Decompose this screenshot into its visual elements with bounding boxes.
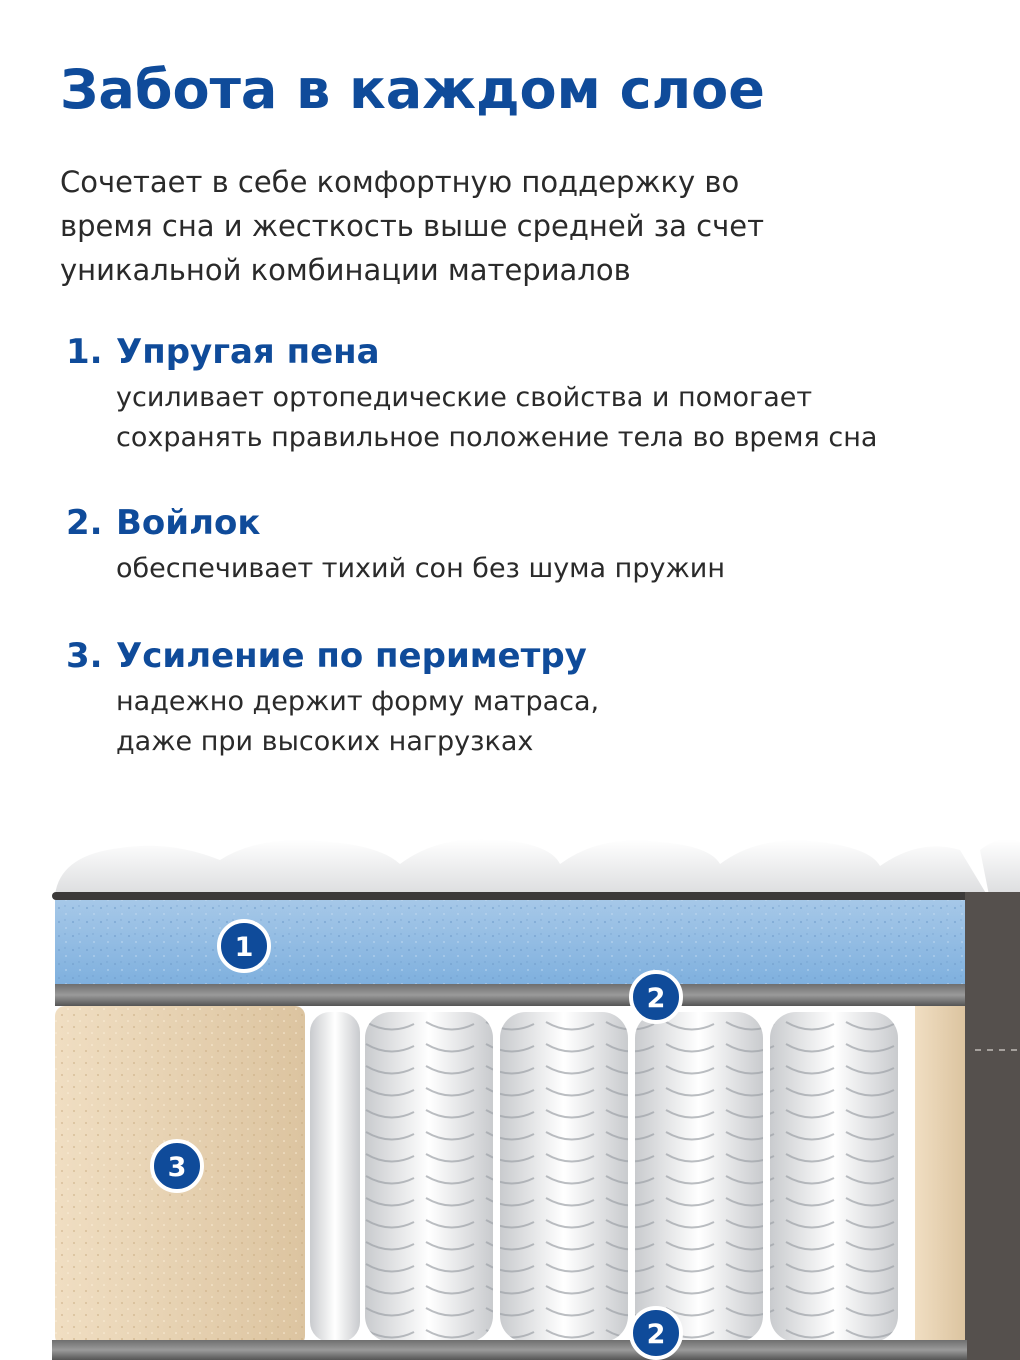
- feature-item-foam: [66, 332, 877, 458]
- feature-number: 1.: [66, 332, 103, 372]
- feature-title: Усиление по периметру: [116, 636, 587, 676]
- felt-layer-top: [55, 984, 965, 1006]
- feature-title: Упругая пена: [116, 332, 380, 372]
- mattress-cross-section-illustration: [0, 820, 1020, 1360]
- marker-2-label: 2: [646, 983, 666, 1014]
- felt-layer-bottom: [52, 1340, 967, 1360]
- marker-1-label: 1: [234, 932, 254, 963]
- intro-line: уникальной комбинации материалов: [60, 253, 631, 287]
- feature-description-line: сохранять правильное положение тела во время сна: [116, 422, 878, 453]
- marker-3-label: 3: [167, 1152, 187, 1183]
- feature-title: Войлок: [116, 503, 261, 543]
- feature-description-line: надежно держит форму матраса,: [116, 686, 600, 717]
- intro-line: Сочетает в себе комфортную поддержку во: [60, 165, 740, 199]
- feature-description-line: усиливает ортопедические свойства и помогает: [116, 382, 813, 413]
- side-fabric-panel: [965, 892, 1020, 1360]
- feature-description-line: даже при высоких нагрузках: [116, 726, 534, 757]
- pocket-springs: [310, 1012, 898, 1342]
- marker-2-top: [631, 972, 681, 1022]
- intro-text: [60, 160, 960, 292]
- feature-description: [116, 549, 725, 589]
- marker-2-bottom: [631, 1308, 681, 1358]
- marker-3: [152, 1141, 202, 1191]
- intro-line: время сна и жесткость выше средней за счет: [60, 209, 764, 243]
- page-title: Забота в каждом слое: [60, 58, 765, 121]
- marker-1: [219, 921, 269, 971]
- feature-number: 2.: [66, 503, 103, 543]
- feature-item-perimeter: [66, 636, 599, 762]
- feature-description-line: обеспечивает тихий сон без шума пружин: [116, 553, 725, 584]
- quilted-top-layer: [55, 839, 990, 900]
- marker-2-label: 2: [646, 1319, 666, 1350]
- feature-number: 3.: [66, 636, 103, 676]
- feature-description: [116, 682, 599, 762]
- feature-item-felt: [66, 503, 725, 589]
- feature-description: [116, 378, 877, 458]
